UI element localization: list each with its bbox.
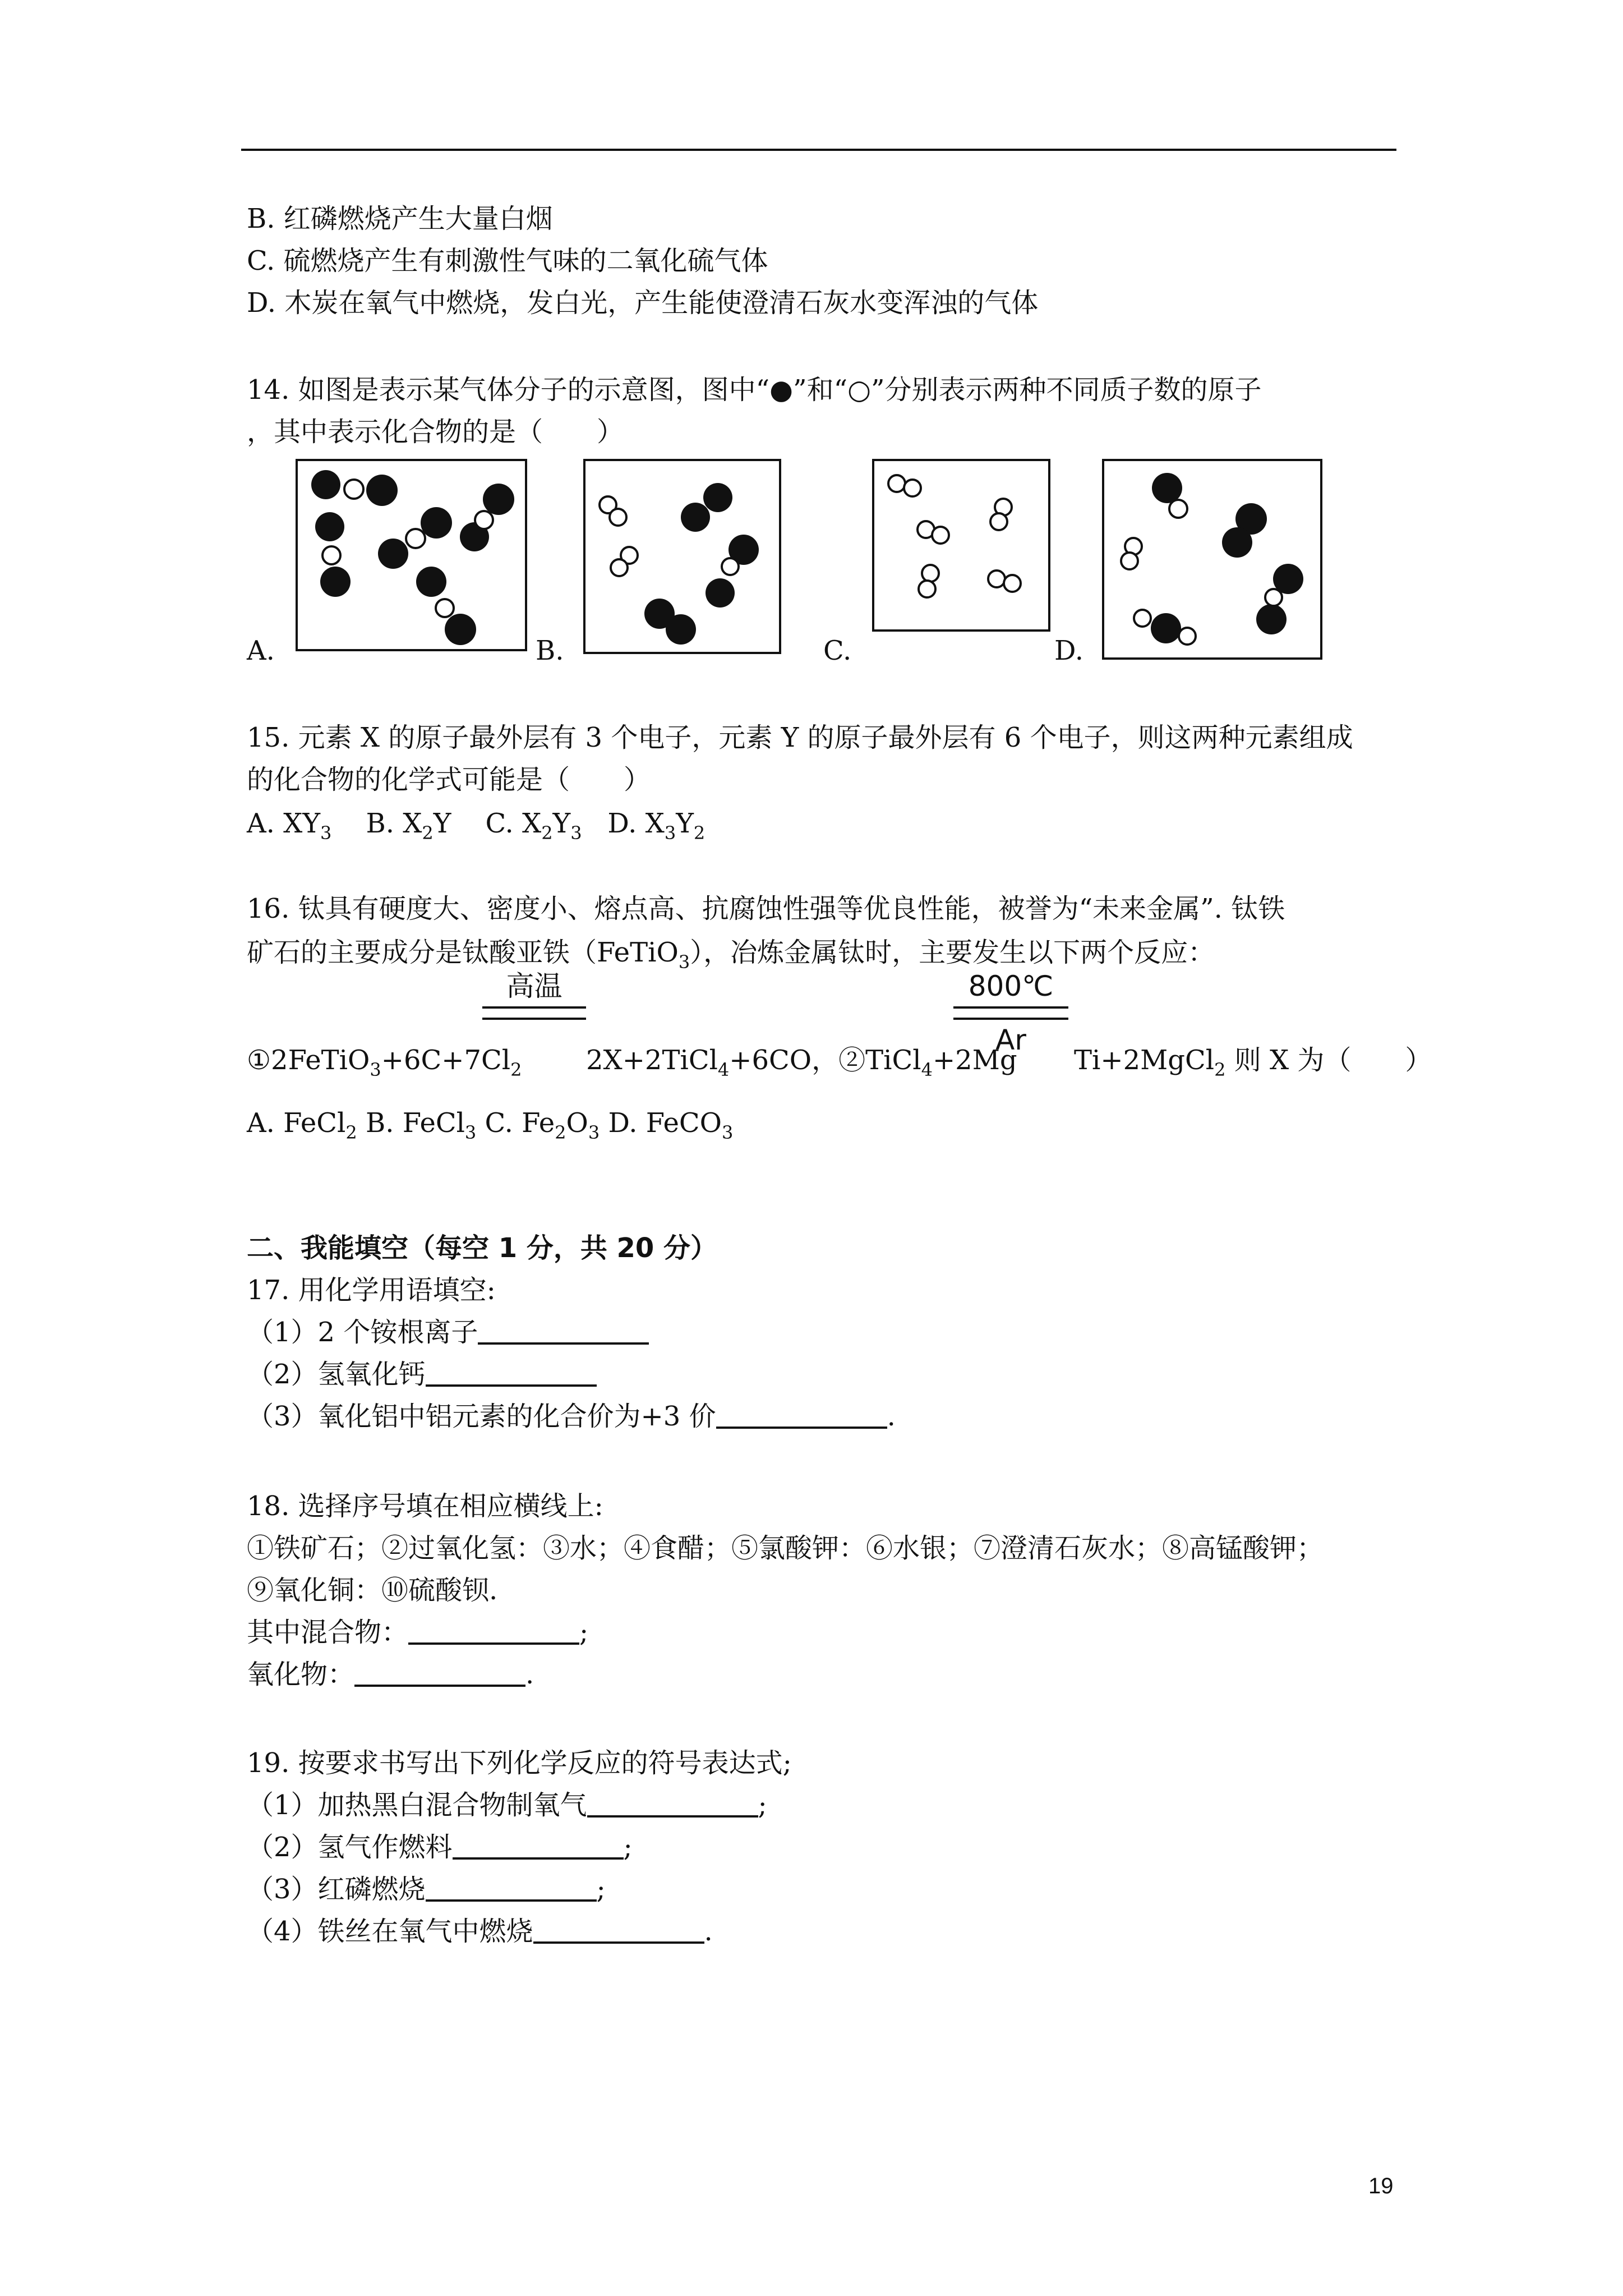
option-d-molecules	[1104, 461, 1320, 657]
option-d-diagram	[1102, 459, 1322, 660]
q13-option-b: B. 红磷燃烧产生大量白烟	[247, 203, 553, 234]
condition-high-temp: 高温	[506, 970, 562, 1002]
option-b-diagram	[583, 459, 781, 654]
answer-blank[interactable]	[426, 1875, 597, 1902]
q16-option-c: C. $Fe_2O_3$	[485, 1107, 600, 1143]
q19-item-4: （4）铁丝在氧气中燃烧 .	[247, 1916, 713, 1947]
equals-arrow-2	[953, 1006, 1068, 1020]
q14-stem-line1: 14. 如图是表示某气体分子的示意图，图中“●”和“○”分别表示两种不同质子数的原子	[247, 374, 1262, 406]
q19-item-2: （2）氢气作燃料 ;	[247, 1832, 633, 1863]
q16-options	[247, 1106, 733, 1149]
q16-equation-2-right: Ti+2MgCl$_2$ 则 X 为（ ）	[1074, 1045, 1432, 1080]
q15-option-d: D. $X_3Y_2$	[607, 808, 706, 844]
answer-blank[interactable]	[426, 1360, 597, 1387]
option-c-molecules	[874, 461, 1048, 629]
q16-option-d: D. FeCO$_3$	[608, 1107, 734, 1143]
q18-mixture: 其中混合物： ;	[247, 1617, 589, 1648]
condition-temperature: 800℃	[968, 970, 1054, 1002]
condition-argon: Ar	[995, 1024, 1026, 1056]
answer-blank[interactable]	[716, 1402, 887, 1429]
header-rule	[241, 149, 1396, 151]
q15-stem-line2: 的化合物的化学式可能是（ ）	[247, 764, 651, 795]
q13-option-c: C. 硫燃烧产生有刺激性气味的二氧化硫气体	[247, 245, 768, 277]
q16-equation-1-left: $①2FeTiO_3+6C+7Cl_2$	[247, 1045, 522, 1080]
option-c-diagram	[872, 459, 1050, 632]
q15-stem-line1: 15. 元素 X 的原子最外层有 3 个电子，元素 Y 的原子最外层有 6 个电子，则这两种元素组成	[247, 722, 1353, 753]
q15-option-a: A. $XY_3$	[247, 808, 332, 844]
q16-stem-line1: 16. 钛具有硬度大、密度小、熔点高、抗腐蚀性强等优良性能，被誉为“未来金属”. 钛铁	[247, 893, 1285, 924]
option-d-label: D.	[1054, 635, 1084, 666]
q15-option-c: C. $X_2Y_3$	[485, 808, 582, 844]
q17-title: 17. 用化学用语填空:	[247, 1274, 496, 1306]
q16-stem-line2: 矿石的主要成分是钛酸亚铁（FeTiO$_3$），冶炼金属钛时，主要发生以下两个反应：	[247, 937, 1215, 973]
q18-title: 18. 选择序号填在相应横线上:	[247, 1490, 603, 1522]
q18-list-line1: ①铁矿石；②过氧化氢：③水；④食醋；⑤氯酸钾：⑥水银；⑦澄清石灰水；⑧高锰酸钾；	[247, 1533, 1324, 1564]
q16-equation-1-right: 2X+2TiCl$_4$+6CO，②TiCl$_4$+2Mg	[586, 1045, 1017, 1080]
q17-item-1: （1）2 个铵根离子	[247, 1315, 649, 1349]
page-number: 19	[1368, 2174, 1394, 2198]
q16-option-b: B. FeCl$_3$	[365, 1107, 477, 1143]
option-b-label: B.	[536, 635, 564, 666]
option-a-diagram	[296, 459, 527, 651]
q18-oxide: 氧化物： .	[247, 1659, 534, 1690]
answer-blank[interactable]	[587, 1791, 758, 1818]
answer-blank[interactable]	[478, 1318, 649, 1345]
option-c-label: C.	[823, 635, 852, 666]
answer-blank[interactable]	[408, 1618, 579, 1645]
option-a-label: A.	[247, 635, 275, 666]
filled-circle-icon: ●	[769, 374, 794, 406]
equals-arrow-1	[482, 1006, 586, 1020]
answer-blank[interactable]	[533, 1917, 704, 1944]
option-b-molecules	[585, 461, 779, 652]
q15-option-b: B. $X_2Y$	[366, 808, 451, 844]
q18-list-line2: ⑨氧化铜：⑩硫酸钡.	[247, 1575, 498, 1606]
q13-option-d: D. 木炭在氧气中燃烧，发白光，产生能使澄清石灰水变浑浊的气体	[247, 287, 1039, 319]
reaction-condition-1	[482, 969, 586, 1023]
q16-option-a: A. FeCl$_2$	[247, 1107, 357, 1143]
q17-item-2: （2）氢氧化钙	[247, 1358, 597, 1391]
q14-stem-line2: ，其中表示化合物的是（ ）	[247, 416, 624, 448]
option-a-molecules	[298, 461, 525, 649]
answer-blank[interactable]	[354, 1660, 525, 1687]
q15-options	[247, 807, 705, 850]
q19-item-3: （3）红磷燃烧 ;	[247, 1874, 606, 1905]
q19-item-1: （1）加热黑白混合物制氧气 ;	[247, 1789, 767, 1821]
section-2-heading: 二、我能填空（每空 1 分，共 20 分）	[247, 1232, 718, 1264]
q19-title: 19. 按要求书写出下列化学反应的符号表达式;	[247, 1747, 792, 1779]
q17-item-3: （3）氧化铝中铝元素的化合价为+3 价 .	[247, 1401, 896, 1432]
answer-blank[interactable]	[453, 1833, 624, 1860]
hollow-circle-icon: ○	[847, 374, 872, 406]
